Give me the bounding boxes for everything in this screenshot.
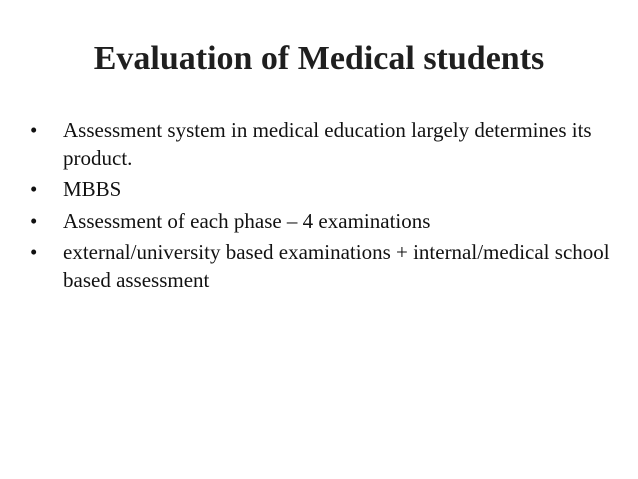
bullet-list xyxy=(30,117,610,298)
bullet-item-phase-assessment xyxy=(30,208,610,236)
bullet-text: Assessment system in medical education largely determines its product. xyxy=(63,118,592,170)
bullet-text: external/university based examinations + internal/medical school based assessment xyxy=(63,240,610,292)
bullet-item-external-internal xyxy=(30,239,610,294)
bullet-dot-icon: • xyxy=(30,208,38,233)
bullet-text: MBBS xyxy=(63,177,122,201)
bullet-text: Assessment of each phase – 4 examinations xyxy=(63,208,431,233)
bullet-dot-icon: • xyxy=(30,118,38,142)
bullet-item-mbbs xyxy=(30,176,610,204)
bullet-dot-icon: • xyxy=(30,240,38,264)
slide-title: Evaluation of Medical students xyxy=(93,40,545,77)
bullet-item-assessment-system xyxy=(30,117,610,172)
bullet-dot-icon: • xyxy=(30,177,38,201)
